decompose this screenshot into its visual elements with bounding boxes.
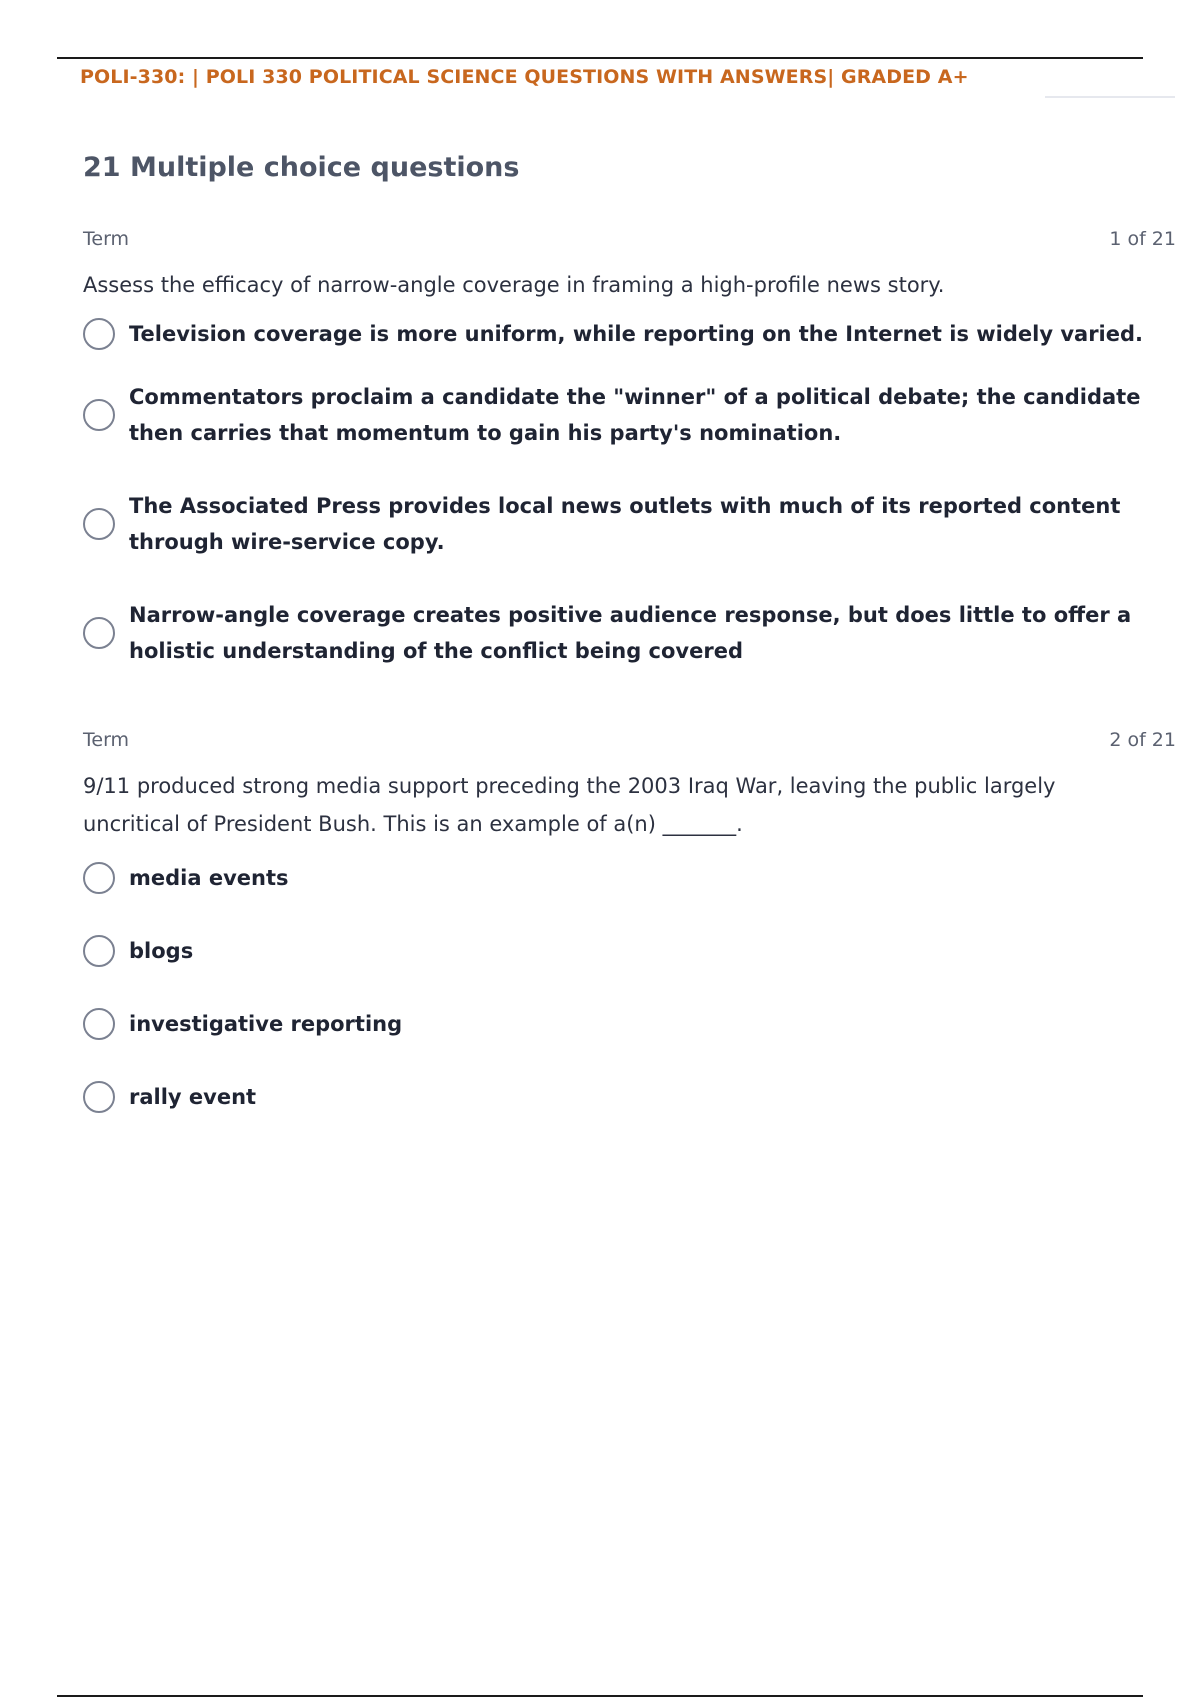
top-rule (57, 57, 1143, 59)
answer-option-2[interactable] (83, 379, 1176, 451)
answer-option-label: blogs (129, 939, 194, 963)
answer-option-1[interactable] (83, 316, 1176, 352)
answer-options (83, 316, 1176, 669)
answer-option-label: Narrow-angle coverage creates positive audience response, but does little to offer a holistic understanding of the conflict being covered (129, 603, 1132, 663)
card-header (83, 228, 1176, 254)
radio-circle-icon[interactable] (83, 508, 115, 540)
question-counter: 2 of 21 (1109, 729, 1176, 751)
term-label: Term (83, 729, 130, 751)
answer-option-4[interactable] (83, 1078, 1176, 1116)
bottom-rule (57, 1695, 1143, 1697)
page-title: 21 Multiple choice questions (83, 152, 520, 183)
radio-circle-icon[interactable] (83, 399, 115, 431)
radio-circle-icon[interactable] (83, 1008, 115, 1040)
answer-option-label: Commentators proclaim a candidate the "winner" of a political debate; the candidate then carries that momentum to gain his party's nomination. (129, 385, 1141, 445)
question-text: 9/11 produced strong media support preceding the 2003 Iraq War, leaving the public largely uncritical of President Bush. This is an example of a(n) _______. (83, 774, 1056, 836)
radio-circle-icon[interactable] (83, 935, 115, 967)
answer-options (83, 859, 1176, 1116)
answer-option-label: The Associated Press provides local news outlets with much of its reported content through wire-service copy. (129, 494, 1121, 554)
document-header: POLI-330: | POLI 330 POLITICAL SCIENCE QUESTIONS WITH ANSWERS| GRADED A+ (80, 66, 969, 88)
question-card-2 (83, 729, 1176, 1151)
header-faint-line (1045, 96, 1175, 98)
answer-option-4[interactable] (83, 597, 1176, 669)
answer-option-3[interactable] (83, 488, 1176, 560)
answer-option-label: media events (129, 866, 289, 890)
answer-option-label: investigative reporting (129, 1012, 403, 1036)
term-label: Term (83, 228, 130, 250)
radio-circle-icon[interactable] (83, 862, 115, 894)
radio-circle-icon[interactable] (83, 617, 115, 649)
answer-option-1[interactable] (83, 859, 1176, 897)
answer-option-3[interactable] (83, 1005, 1176, 1043)
answer-option-label: rally event (129, 1085, 257, 1109)
question-counter: 1 of 21 (1109, 228, 1176, 250)
question-text: Assess the efficacy of narrow-angle coverage in framing a high-profile news story. (83, 273, 945, 297)
answer-option-2[interactable] (83, 932, 1176, 970)
radio-circle-icon[interactable] (83, 318, 115, 350)
radio-circle-icon[interactable] (83, 1081, 115, 1113)
answer-option-label: Television coverage is more uniform, while reporting on the Internet is widely varied. (129, 322, 1143, 346)
question-card-1 (83, 228, 1176, 706)
card-header (83, 729, 1176, 755)
